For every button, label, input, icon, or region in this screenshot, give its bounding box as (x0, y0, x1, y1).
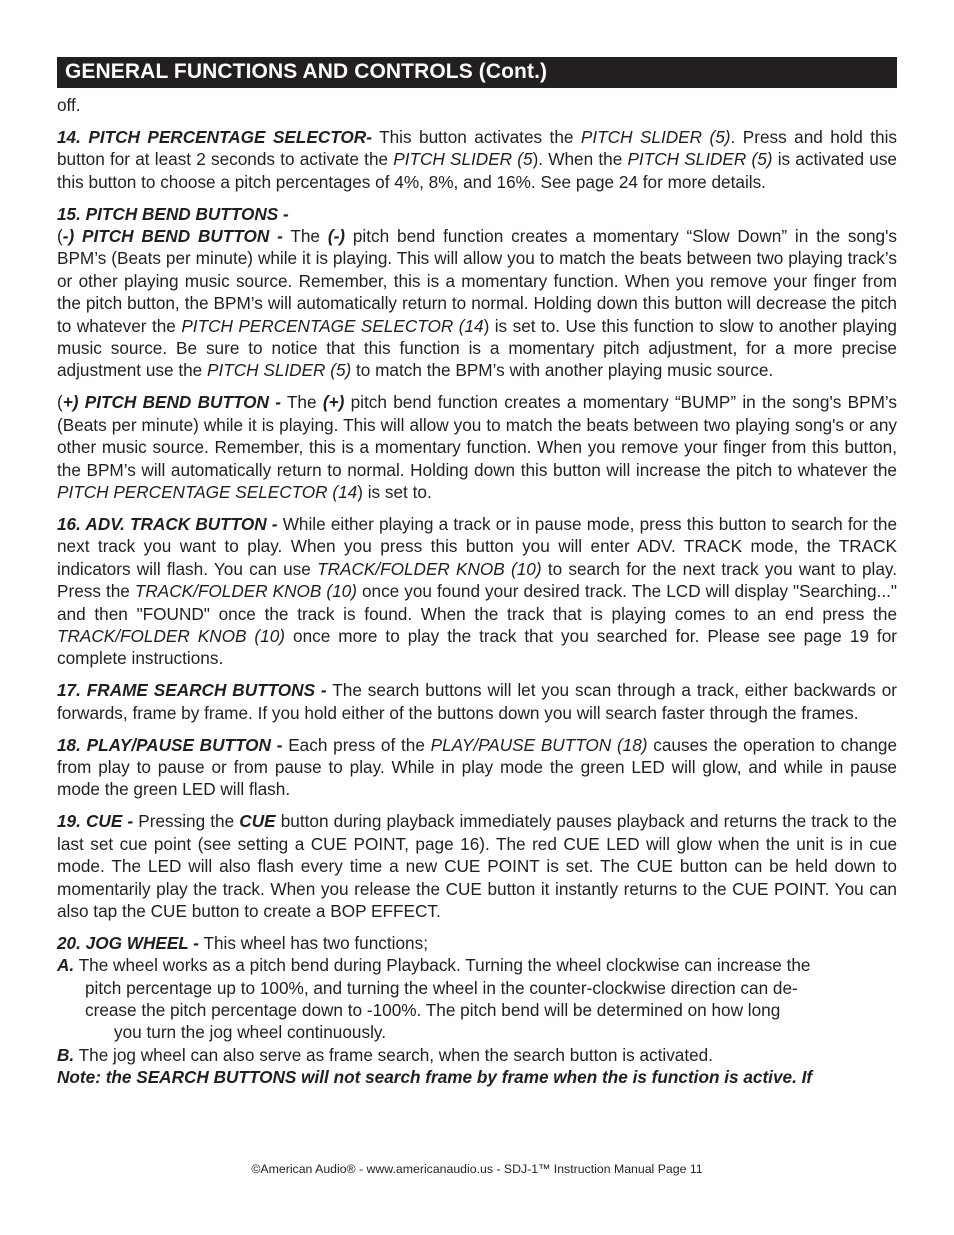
item-15-heading: 15. PITCH BEND BUTTONS - (57, 203, 289, 224)
item-18-play-pause-button: 18. PLAY/PAUSE BUTTON - Each press of the PLAY/PAUSE BUTTON (18) causes the operation to change from play to pause or from pause to play. While in play mode the green LED will glow, and while in pause mode the green LED will flash. (57, 734, 898, 800)
jog-wheel-point-a-line4: you turn the jog wheel continuously. (114, 1022, 386, 1043)
continued-text: off. (57, 95, 81, 115)
item-19-cue: 19. CUE - Pressing the CUE button during playback immediately pauses playback and returns the track to the last set cue point (see setting a CUE POINT, page 16). The red CUE LED will glow when the unit is in cue mode. The LED will also flash every time a new CUE POINT is set. The CUE button can be held down to momentarily play the track. When you release the CUE button it instantly returns to the CUE POINT. You can also tap the CUE button to create a BOP EFFECT. (57, 811, 897, 921)
item-17-frame-search-buttons: 17. FRAME SEARCH BUTTONS - The search buttons will let you scan through a track, either backwards or forwards, frame by frame. If you hold either of the buttons down you will search faster through the frames. (57, 680, 897, 723)
jog-wheel-point-a-line2: pitch percentage up to 100%, and turning the wheel in the counter-clockwise direction can de- (85, 977, 798, 998)
item-15-minus-pitch-bend: (-) PITCH BEND BUTTON - The (-) pitch bend function creates a momentary “Slow Down” in the song's BPM’s (Beats per minute) while it is playing. This will allow you to match the beats between two playing track’s or other playing music source. Remember, this is a momentary function. When you remove your finger from the pitch button, the BPM’s will automatically return to normal. Holding down this button will decrease the pitch to whatever the PITCH PERCENTAGE SELECTOR (14) is set to. Use this function to slow to another playing music source. Be sure to notice that this function is a momentary pitch adjustment, for a more precise adjustment use the PITCH SLIDER (5) to match the BPM’s with another playing music source. (57, 226, 897, 381)
jog-wheel-heading: 20. JOG WHEEL - This wheel has two functions; (57, 932, 428, 953)
section-title: GENERAL FUNCTIONS AND CONTROLS (Cont.) (65, 60, 548, 83)
item-14-pitch-percentage-selector: 14. PITCH PERCENTAGE SELECTOR- This button activates the PITCH SLIDER (5). Press and hold this button for at least 2 seconds to activate the PITCH SLIDER (5). When the PITCH SLIDER (5) is activated use this button to choose a pitch percentages of 4%, 8%, and 16%. See page 24 for more details. (57, 126, 897, 192)
jog-wheel-point-b: B. The jog wheel can also serve as frame search, when the search button is activated. (57, 1044, 714, 1065)
item-20-jog-wheel (57, 932, 897, 1089)
section-header-bar (57, 57, 897, 88)
page-footer: ©American Audio® - www.americanaudio.us - SDJ-1™ Instruction Manual Page 11 (251, 1162, 703, 1176)
jog-wheel-note: Note: the SEARCH BUTTONS will not search frame by frame when the is function is active. If (57, 1067, 813, 1088)
jog-wheel-point-a-line3: crease the pitch percentage down to -100%. The pitch bend will be determined on how long (85, 1000, 781, 1021)
manual-body (57, 94, 897, 1089)
jog-wheel-point-a: A. The wheel works as a pitch bend during Playback. Turning the wheel clockwise can increase the (57, 955, 811, 976)
item-15-plus-pitch-bend: (+) PITCH BEND BUTTON - The (+) pitch bend function creates a momentary “BUMP” in the song's BPM’s (Beats per minute) while it is playing. This will allow you to match the beats between two playing song's or any other music source. Remember, this is a momentary function. When you remove your finger from this button, the BPM’s will automatically return to normal. Holding down this button will increase the pitch to whatever the PITCH PERCENTAGE SELECTOR (14) is set to. (57, 392, 897, 502)
item-16-adv-track-button: 16. ADV. TRACK BUTTON - While either playing a track or in pause mode, press this button to search for the next track you want to play. When you press this button you will enter ADV. TRACK mode, the TRACK indicators will flash. You can use TRACK/FOLDER KNOB (10) to search for the next track you want to play. Press the TRACK/FOLDER KNOB (10) once you found your desired track. The LCD will display "Searching..." and then "FOUND" once the track is found. When the track that is playing comes to an end press the TRACK/FOLDER KNOB (10) once more to play the track that you searched for. Please see page 19 for complete instructions. (57, 513, 897, 669)
